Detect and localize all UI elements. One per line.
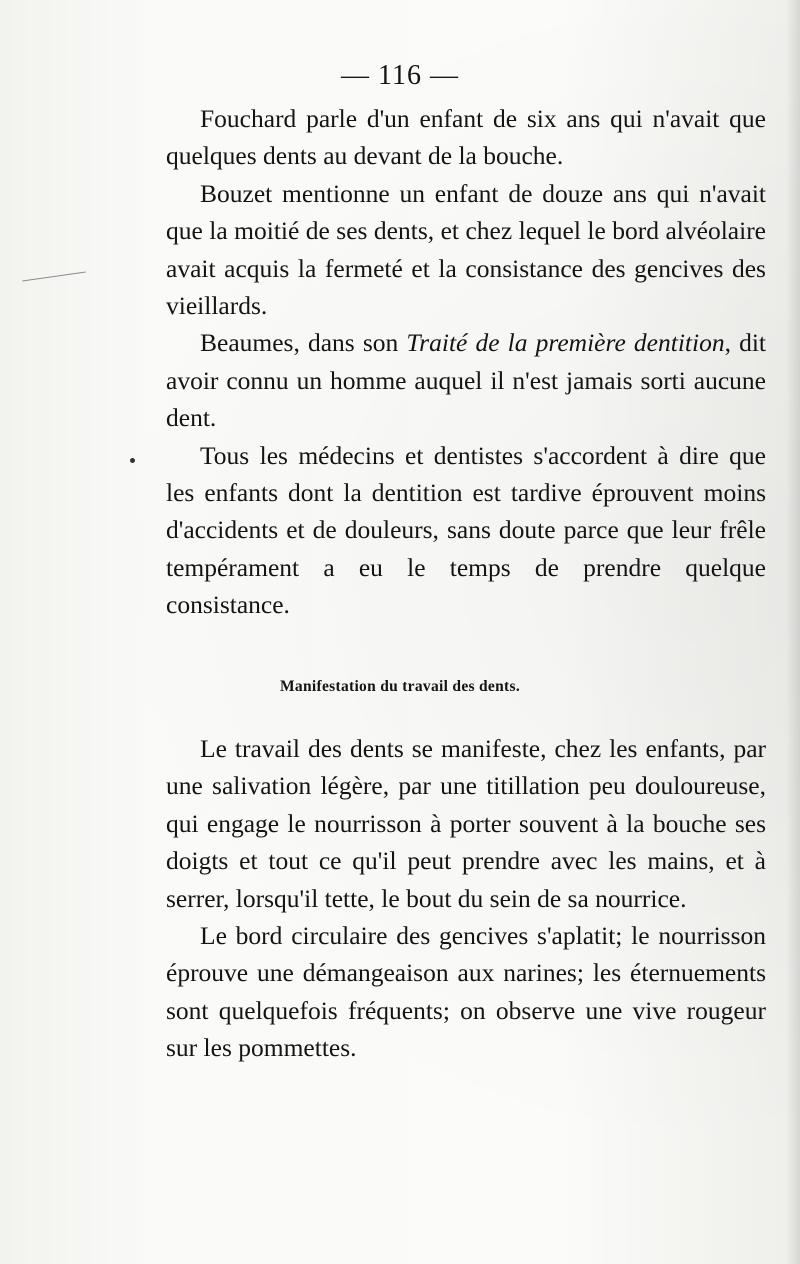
paragraph-fouchard: Fouchard parle d'un enfant de six ans qui n'avait que quelques dents au devant de la bouche. <box>166 104 766 171</box>
beaumes-text-before: Beaumes, dans son <box>200 328 407 358</box>
bottom-text-block <box>166 730 766 1067</box>
paragraph-travail: Le travail des dents se manifeste, chez les enfants, par une salivation légère, par une titillation peu douloureuse, qui engage le nourrisson à porter souvent à la bouche ses doigts et tout ce qu'il peut prendre avec les mains, et à serrer, lorsqu'il tette, le bout du sein de sa nourrice. <box>166 734 766 913</box>
margin-mark <box>22 272 86 282</box>
margin-dot <box>130 458 135 463</box>
beaumes-title-italic: Traité de la première dentition <box>406 328 725 358</box>
beaumes-text-after: , dit avoir connu un homme auquel il n'est jamais sorti aucune dent. <box>166 328 767 433</box>
paragraph-bouzet: Bouzet mentionne un enfant de douze ans qui n'avait que la moitié de ses dents, et chez lequel le bord alvéolaire avait acquis la fermeté et la consistance des gencives des vieillards. <box>166 178 766 321</box>
paragraph-bord-circulaire: Le bord circulaire des gencives s'aplatit; le nourrisson éprouve une démangeaison aux narines; les éternuements sont quelquefois fréquents; on observe une vive rougeur sur les pommettes. <box>166 921 766 1063</box>
top-text-block <box>166 100 766 624</box>
section-heading: Manifestation du travail des dents. <box>280 678 520 695</box>
paragraph-medecins: Tous les médecins et dentistes s'accordent à dire que les enfants dont la dentition est tardive éprouvent moins d'accidents et de douleurs, sans doute parce que leur frêle tempérament a eu le temps de prendre quelque consistance. <box>166 440 766 620</box>
page-number: — 116 — <box>341 60 459 91</box>
paragraph-beaumes <box>166 324 766 436</box>
page-edge-shadow <box>786 0 800 1264</box>
